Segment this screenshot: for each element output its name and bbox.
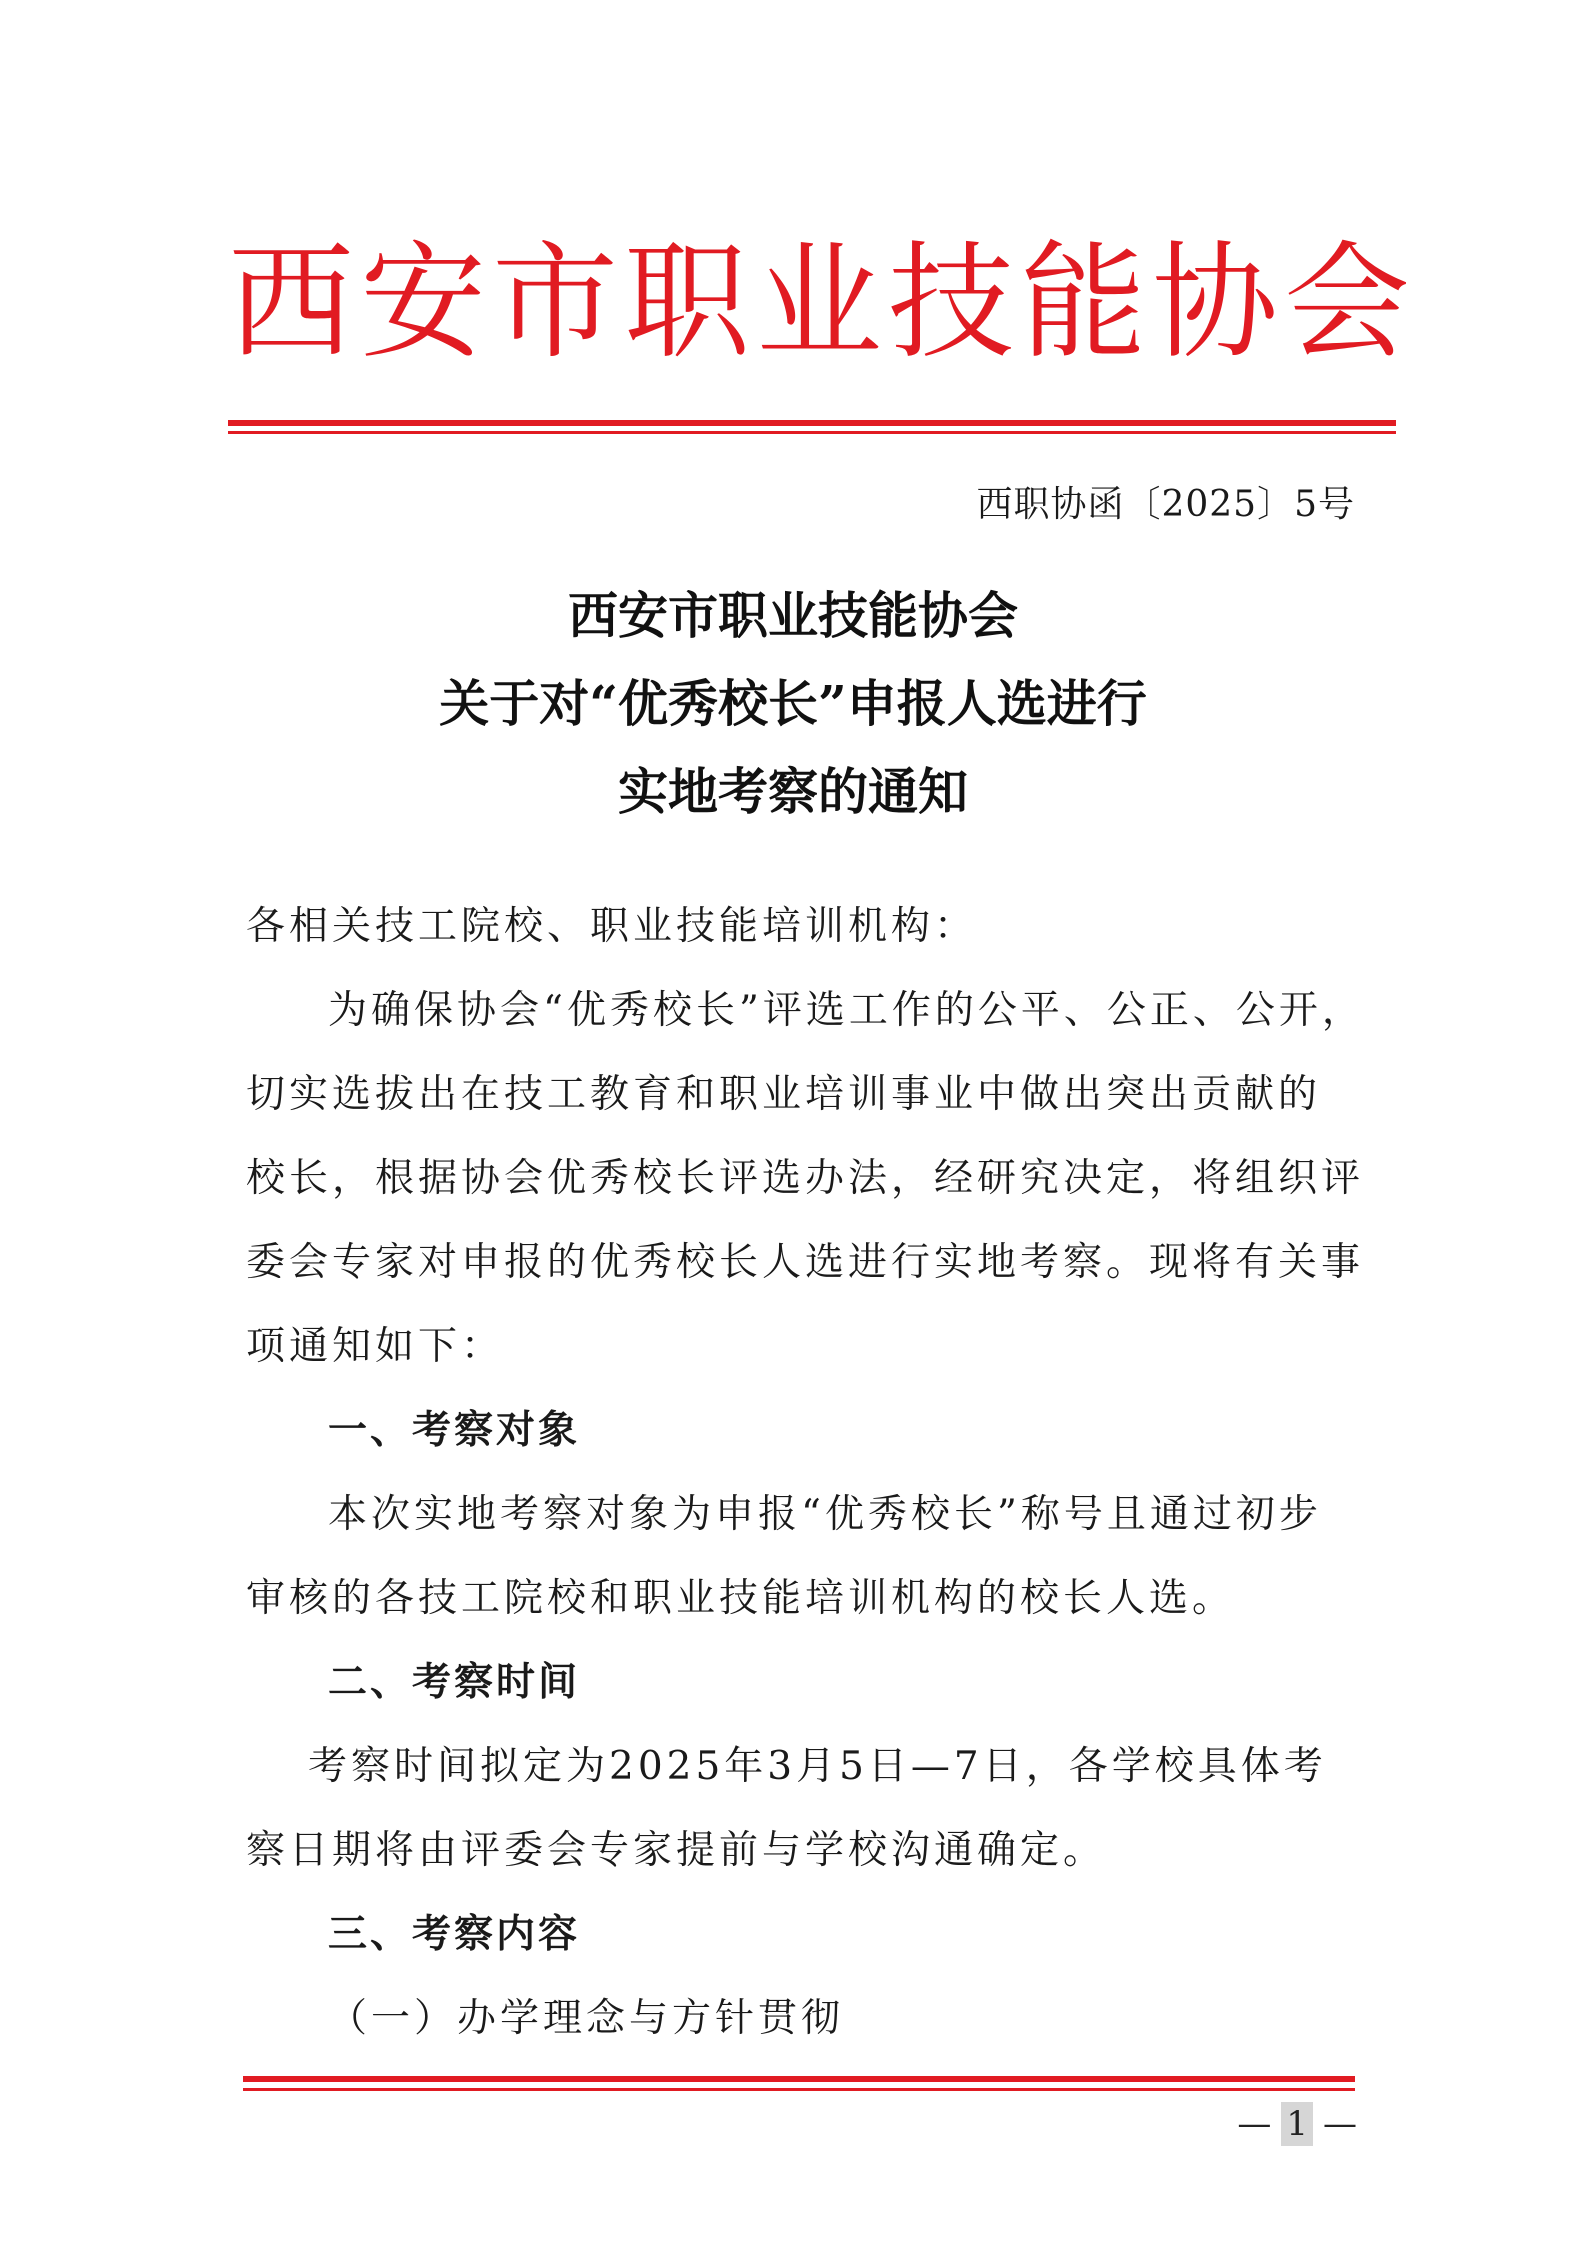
- section-2-line: 考察时间拟定为2025年3月5日—7日，各学校具体考: [308, 1744, 1327, 1789]
- header-red-rule-thick: [228, 420, 1396, 426]
- section-1-heading: 一、考察对象: [328, 1408, 581, 1453]
- salutation: 各相关技工院校、职业技能培训机构：: [246, 904, 978, 949]
- footer-red-rule-thin: [243, 2088, 1355, 2091]
- title-line-2: 关于对“优秀校长”申报人选进行: [439, 674, 1147, 733]
- header-red-rule-thin: [228, 431, 1396, 434]
- section-1-line: 本次实地考察对象为申报“优秀校长”称号且通过初步: [328, 1492, 1322, 1537]
- footer-dash-right: —: [1323, 2104, 1357, 2144]
- page-footer: [1237, 2102, 1357, 2146]
- document-body: [246, 885, 1365, 2061]
- section-1-line: 审核的各技工院校和职业技能培训机构的校长人选。: [246, 1576, 1236, 1621]
- document-number: 西职协函〔2025〕5号: [976, 484, 1355, 525]
- section-3-heading: 三、考察内容: [328, 1912, 581, 1957]
- intro-line: 项通知如下：: [246, 1324, 505, 1369]
- intro-line: 委会专家对申报的优秀校长人选进行实地考察。现将有关事: [246, 1240, 1365, 1285]
- page-number: 1: [1281, 2102, 1313, 2146]
- title-line-1: 西安市职业技能协会: [568, 586, 1018, 645]
- intro-line: 为确保协会“优秀校长”评选工作的公平、公正、公开，: [328, 988, 1365, 1033]
- footer-red-rule-thick: [243, 2076, 1355, 2082]
- intro-line: 切实选拔出在技工教育和职业培训事业中做出突出贡献的: [246, 1072, 1322, 1117]
- title-line-3: 实地考察的通知: [618, 762, 968, 821]
- section-2-line: 察日期将由评委会专家提前与学校沟通确定。: [246, 1828, 1107, 1873]
- section-2-heading: 二、考察时间: [328, 1660, 581, 1705]
- intro-line: 校长，根据协会优秀校长评选办法，经研究决定，将组织评: [246, 1156, 1365, 1201]
- footer-dash-left: —: [1237, 2104, 1272, 2144]
- document-title: [228, 572, 1358, 836]
- org-header-title: 西安市职业技能协会: [228, 229, 1416, 376]
- section-3-subheading: （一）办学理念与方针贯彻: [328, 1996, 845, 2041]
